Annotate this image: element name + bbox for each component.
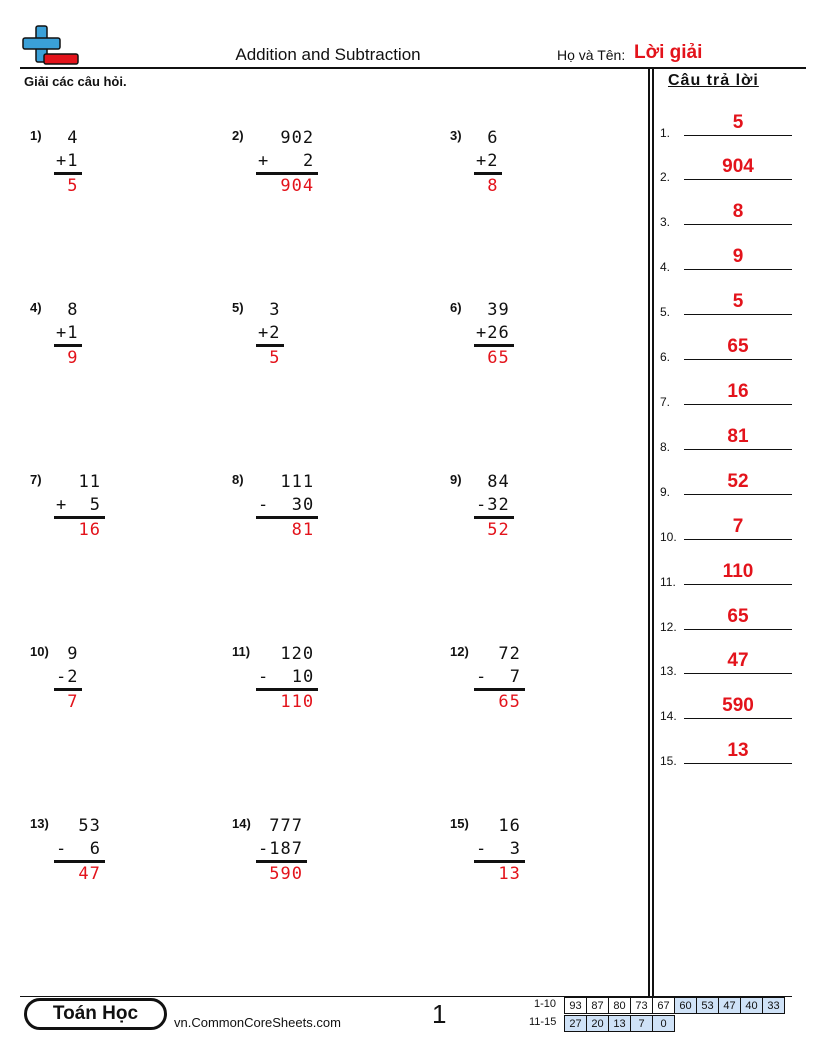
problem-answer: 16 [56, 520, 101, 540]
answer-value: 904 [722, 156, 754, 177]
problem-bottom-operand: - 3 [476, 839, 521, 859]
answer-value: 7 [732, 516, 744, 537]
problem-bottom-operand: -32 [476, 495, 510, 515]
score-cell: 27 [565, 1016, 587, 1032]
answer-number: 10. [660, 530, 677, 544]
answer-row-11 [660, 561, 792, 591]
problem-8 [232, 472, 392, 572]
problem-bottom-operand: - 7 [476, 667, 521, 687]
answer-row-2 [660, 156, 792, 186]
problem-rule [256, 860, 307, 863]
problem-rule [54, 860, 105, 863]
problem-rule [474, 516, 514, 519]
answer-line [684, 673, 792, 674]
answer-row-3 [660, 201, 792, 231]
problem-5 [232, 300, 392, 400]
answer-value: 9 [732, 246, 744, 267]
problem-answer: 13 [487, 864, 521, 884]
column-divider [648, 68, 650, 996]
problem-top-operand: 8 [56, 300, 79, 320]
problem-top-operand: 9 [56, 644, 79, 664]
answer-number: 6. [660, 350, 671, 364]
problem-answer: 5 [258, 348, 281, 368]
problem-bottom-operand: - 10 [258, 667, 315, 687]
score-cell: 13 [609, 1016, 631, 1032]
problem-answer: 904 [269, 176, 315, 196]
problem-top-operand: 3 [258, 300, 281, 320]
problem-number: 6) [450, 300, 462, 315]
answer-row-6 [660, 336, 792, 366]
problem-answer: 65 [487, 692, 521, 712]
problem-bottom-operand: +2 [258, 323, 281, 343]
problem-answer: 9 [56, 348, 79, 368]
header-rule [20, 67, 806, 69]
answer-number: 15. [660, 754, 677, 768]
answer-value: 13 [727, 740, 749, 761]
answer-row-15 [660, 740, 792, 770]
worksheet-title: Addition and Subtraction [235, 45, 421, 64]
score-cell: 80 [609, 998, 631, 1014]
answer-value: 110 [722, 561, 754, 582]
problem-number: 15) [450, 816, 469, 831]
problem-top-operand: 6 [476, 128, 499, 148]
answer-number: 9. [660, 485, 671, 499]
answer-line [684, 763, 792, 764]
answer-value: 65 [727, 606, 749, 627]
answer-line [684, 314, 792, 315]
problem-10 [30, 644, 190, 744]
problem-answer: 52 [476, 520, 510, 540]
problem-bottom-operand: -2 [56, 667, 79, 687]
answer-line [684, 539, 792, 540]
answer-number: 1. [660, 126, 671, 140]
problem-bottom-operand: - 6 [56, 839, 101, 859]
problem-number: 2) [232, 128, 244, 143]
problem-11 [232, 644, 392, 744]
score-cell: 93 [565, 998, 587, 1014]
answer-row-8 [660, 426, 792, 456]
score-cell: 60 [675, 998, 697, 1014]
answer-line [684, 179, 792, 180]
problem-answer: 110 [269, 692, 315, 712]
answer-value: 5 [732, 112, 744, 133]
problem-bottom-operand: +2 [476, 151, 499, 171]
problem-bottom-operand: + 2 [258, 151, 315, 171]
problem-number: 11) [232, 644, 251, 659]
problem-number: 7) [30, 472, 42, 487]
answer-line [684, 584, 792, 585]
site-url: vn.CommonCoreSheets.com [174, 1015, 341, 1030]
problem-answer: 590 [258, 864, 303, 884]
problem-top-operand: 11 [56, 472, 101, 492]
problem-rule [256, 172, 318, 175]
problem-rule [256, 516, 318, 519]
column-divider [652, 68, 654, 996]
problem-answer: 81 [269, 520, 315, 540]
problem-top-operand: 39 [476, 300, 510, 320]
answer-line [684, 449, 792, 450]
problem-top-operand: 84 [476, 472, 510, 492]
answer-value: 65 [727, 336, 749, 357]
problem-rule [54, 516, 105, 519]
problem-number: 4) [30, 300, 42, 315]
problem-bottom-operand: + 5 [56, 495, 101, 515]
problem-top-operand: 777 [258, 816, 303, 836]
answer-number: 3. [660, 215, 671, 229]
answer-number: 12. [660, 620, 677, 634]
answer-row-9 [660, 471, 792, 501]
problem-top-operand: 53 [67, 816, 101, 836]
problem-2 [232, 128, 392, 228]
score-cell: 33 [763, 998, 785, 1014]
problem-1 [30, 128, 190, 228]
problem-bottom-operand: +1 [56, 151, 79, 171]
problem-13 [30, 816, 190, 916]
problem-number: 8) [232, 472, 244, 487]
problem-rule [474, 344, 514, 347]
problem-top-operand: 111 [269, 472, 315, 492]
problem-number: 12) [450, 644, 469, 659]
answer-value: 52 [727, 471, 749, 492]
score-row [564, 997, 785, 1014]
score-cell: 73 [631, 998, 653, 1014]
problem-top-operand: 16 [487, 816, 521, 836]
problem-rule [54, 688, 82, 691]
problem-6 [450, 300, 610, 400]
answer-row-10 [660, 516, 792, 546]
answer-line [684, 629, 792, 630]
problem-15 [450, 816, 610, 916]
problem-rule [474, 860, 525, 863]
problem-number: 9) [450, 472, 462, 487]
answer-line [684, 135, 792, 136]
problem-rule [256, 344, 284, 347]
problem-number: 14) [232, 816, 251, 831]
answer-number: 13. [660, 664, 677, 678]
problem-bottom-operand: +1 [56, 323, 79, 343]
answer-row-13 [660, 650, 792, 680]
answer-row-12 [660, 606, 792, 636]
answer-row-4 [660, 246, 792, 276]
problem-answer: 65 [476, 348, 510, 368]
answer-value: 8 [732, 201, 744, 222]
problem-12 [450, 644, 610, 744]
score-cell: 47 [719, 998, 741, 1014]
answer-row-1 [660, 112, 792, 142]
answer-value: 5 [732, 291, 744, 312]
answer-number: 11. [660, 575, 676, 589]
problem-number: 3) [450, 128, 462, 143]
score-row [564, 1015, 675, 1032]
problem-bottom-operand: -187 [258, 839, 303, 859]
problem-rule [474, 172, 502, 175]
answer-value: 16 [727, 381, 749, 402]
brand-badge: Toán Học [24, 998, 167, 1030]
answer-value: 47 [727, 650, 749, 671]
answer-value: 81 [727, 426, 749, 447]
score-cell: 0 [653, 1016, 675, 1032]
answer-value: 590 [722, 695, 754, 716]
problem-answer: 5 [67, 176, 79, 196]
score-cell: 87 [587, 998, 609, 1014]
answer-heading: Câu trả lời [668, 72, 759, 89]
problem-top-operand: 4 [67, 128, 79, 148]
score-row-label: 1-10 [534, 998, 557, 1010]
name-value: Lời giải [634, 42, 703, 63]
problem-number: 10) [30, 644, 49, 659]
problem-number: 13) [30, 816, 49, 831]
answer-line [684, 224, 792, 225]
answer-number: 4. [660, 260, 671, 274]
score-row-label: 11-15 [529, 1016, 557, 1028]
instructions: Giải các câu hỏi. [24, 74, 127, 89]
answer-number: 8. [660, 440, 671, 454]
score-cell: 53 [697, 998, 719, 1014]
problem-4 [30, 300, 190, 400]
problem-top-operand: 120 [269, 644, 315, 664]
score-cell: 40 [741, 998, 763, 1014]
problem-7 [30, 472, 190, 572]
answer-line [684, 359, 792, 360]
problem-bottom-operand: +26 [476, 323, 510, 343]
problem-rule [54, 344, 82, 347]
problem-3 [450, 128, 610, 228]
problem-rule [256, 688, 318, 691]
answer-line [684, 718, 792, 719]
problem-9 [450, 472, 610, 572]
problem-14 [232, 816, 392, 916]
score-cell: 20 [587, 1016, 609, 1032]
answer-line [684, 404, 792, 405]
problem-number: 5) [232, 300, 244, 315]
problem-rule [474, 688, 525, 691]
page-number: 1 [432, 999, 447, 1029]
score-cell: 67 [653, 998, 675, 1014]
name-label: Họ và Tên: [557, 47, 626, 63]
problem-answer: 8 [476, 176, 499, 196]
answer-line [684, 494, 792, 495]
answer-row-7 [660, 381, 792, 411]
problem-answer: 7 [56, 692, 79, 712]
problem-bottom-operand: - 30 [258, 495, 315, 515]
problem-number: 1) [30, 128, 42, 143]
answer-number: 2. [660, 170, 671, 184]
problem-top-operand: 902 [269, 128, 315, 148]
score-cell: 7 [631, 1016, 653, 1032]
answer-row-14 [660, 695, 792, 725]
problem-answer: 47 [67, 864, 101, 884]
problem-top-operand: 72 [487, 644, 521, 664]
answer-line [684, 269, 792, 270]
problem-rule [54, 172, 82, 175]
answer-number: 14. [660, 709, 677, 723]
answer-number: 7. [660, 395, 671, 409]
answer-row-5 [660, 291, 792, 321]
answer-number: 5. [660, 305, 671, 319]
